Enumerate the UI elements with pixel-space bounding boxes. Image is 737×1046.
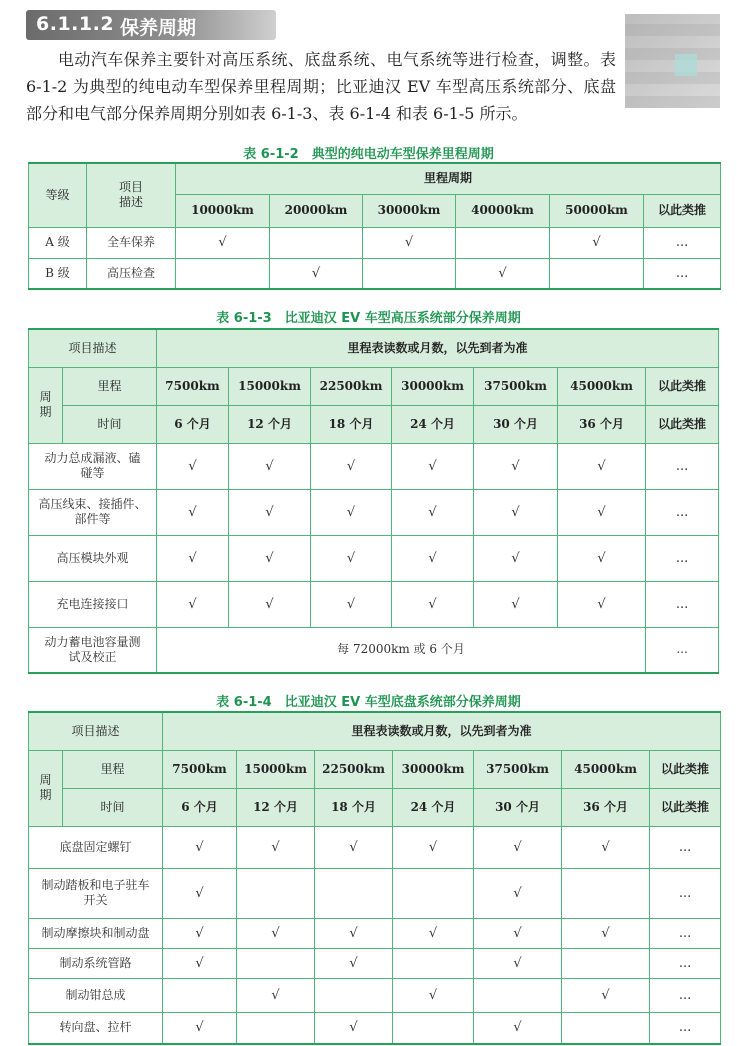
t1-cell: ... [644,227,721,258]
t2-cell: √ [558,581,646,627]
t1-cell: √ [363,227,456,258]
t3-table-row [29,918,721,948]
t1-table-row [29,227,721,258]
t2-cell: √ [157,443,229,489]
t2-header-mileage: 里程 [63,367,157,405]
t2-time-header: 12 个月 [229,405,311,443]
t3-header-time: 时间 [63,788,163,826]
t2-table-row [29,581,719,627]
t1-col-header: 30000km [363,194,456,227]
t2-cell: √ [558,443,646,489]
t2-cell: √ [311,535,392,581]
t2-cell: √ [474,489,558,535]
t1-cell [270,227,363,258]
t1-cell: √ [456,258,550,289]
t3-cell: ... [650,948,721,978]
t2-cell: √ [229,489,311,535]
t3-table-row [29,868,721,918]
t2-cell: √ [474,581,558,627]
t3-cell: √ [562,826,650,868]
t2-table-row [29,535,719,581]
t3-header-period: 周 期 [29,750,63,826]
t3-cell [393,868,474,918]
t3-mileage-header: 22500km [315,750,393,788]
t2-last-row-end: ... [646,627,719,673]
t2-time-header: 24 个月 [392,405,474,443]
t2-cell: √ [157,581,229,627]
t3-cell: √ [315,948,393,978]
t2-last-row-name: 动力蓄电池容量测 试及校正 [29,627,157,673]
t2-cell: ... [646,535,719,581]
t1-col-header: 10000km [176,194,270,227]
t3-cell [163,978,237,1012]
t2-header-period: 周 期 [29,367,63,443]
t3-cell [474,978,562,1012]
t1-cell: √ [176,227,270,258]
t2-cell: √ [392,535,474,581]
t2-time-header: 以此类推 [646,405,719,443]
t1-header-cycle: 里程周期 [176,163,721,194]
t1-row-level: A 级 [29,227,87,258]
t3-cell: √ [474,918,562,948]
t2-row-name: 动力总成漏液、磕 碰等 [29,443,157,489]
t2-cell: √ [474,443,558,489]
t3-time-header: 36 个月 [562,788,650,826]
t2-mileage-header: 37500km [474,367,558,405]
t2-time-header: 18 个月 [311,405,392,443]
t2-cell: √ [229,443,311,489]
table2-caption: 表 6-1-3 比亚迪汉 EV 车型高压系统部分保养周期 [216,311,521,326]
t2-time-header: 6 个月 [157,405,229,443]
t2-mileage-header: 22500km [311,367,392,405]
t3-cell: √ [315,826,393,868]
t3-cell: √ [393,978,474,1012]
t3-cell [315,978,393,1012]
t2-cell: √ [558,489,646,535]
t3-mileage-header: 30000km [393,750,474,788]
t2-cell: √ [311,443,392,489]
t3-cell [562,868,650,918]
t3-cell: √ [474,1012,562,1044]
t3-row-name: 制动摩擦块和制动盘 [29,918,163,948]
t1-cell [550,258,644,289]
t3-time-header: 以此类推 [650,788,721,826]
t3-header-mileage: 里程 [63,750,163,788]
t2-last-row-span: 每 72000km 或 6 个月 [157,627,646,673]
t2-mileage-header: 15000km [229,367,311,405]
t2-time-header: 36 个月 [558,405,646,443]
t2-header-item: 项目描述 [29,329,157,367]
t3-time-header: 18 个月 [315,788,393,826]
t3-mileage-header: 15000km [237,750,315,788]
t3-cell [562,948,650,978]
t1-cell: √ [550,227,644,258]
t1-cell: √ [270,258,363,289]
t2-cell: √ [392,489,474,535]
table3-caption: 表 6-1-4 比亚迪汉 EV 车型底盘系统部分保养周期 [216,695,521,710]
t3-cell: √ [163,918,237,948]
t3-cell: ... [650,868,721,918]
t3-cell: √ [315,918,393,948]
t1-col-header: 以此类推 [644,194,721,227]
t2-cell: √ [229,535,311,581]
t1-row-level: B 级 [29,258,87,289]
t3-mileage-header: 45000km [562,750,650,788]
t3-cell: ... [650,826,721,868]
t3-cell: ... [650,1012,721,1044]
t2-header-time: 时间 [63,405,157,443]
table-6-1-4 [28,711,721,1045]
t3-cell: ... [650,918,721,948]
t3-mileage-header: 37500km [474,750,562,788]
t2-row-name: 高压模块外观 [29,535,157,581]
t3-table-row [29,1012,721,1044]
t2-cell: √ [474,535,558,581]
t1-header-level: 等级 [29,163,87,227]
t3-row-name: 制动系统管路 [29,948,163,978]
table1-caption: 表 6-1-2 典型的纯电动车型保养里程周期 [243,147,494,162]
t2-header-span: 里程表读数或月数，以先到者为准 [157,329,719,367]
t3-header-item: 项目描述 [29,712,163,750]
section-heading [26,10,276,40]
t3-cell: √ [474,948,562,978]
t3-cell [393,948,474,978]
t3-header-span: 里程表读数或月数，以先到者为准 [163,712,721,750]
t2-table-row [29,443,719,489]
section-number: 6.1.1.2 [36,13,115,35]
t3-mileage-header: 以此类推 [650,750,721,788]
t3-row-name: 制动踏板和电子驻车 开关 [29,868,163,918]
t3-cell [237,1012,315,1044]
t3-cell: √ [237,826,315,868]
t3-cell: √ [163,1012,237,1044]
t3-cell: √ [562,978,650,1012]
t2-row-name: 高压线束、接插件、 部件等 [29,489,157,535]
blurred-qr-image [625,14,720,108]
t2-table-row [29,489,719,535]
t3-cell [237,948,315,978]
t1-header-desc: 项目 描述 [87,163,176,227]
t1-row-desc: 全车保养 [87,227,176,258]
t3-cell [562,1012,650,1044]
t3-time-header: 24 个月 [393,788,474,826]
t1-col-header: 50000km [550,194,644,227]
t3-cell: √ [237,978,315,1012]
t3-cell: √ [163,826,237,868]
section-title: 保养周期 [120,17,197,39]
intro-paragraph: 电动汽车保养主要针对高压系统、底盘系统、电气系统等进行检查，调整。表 6-1-2 为典型的纯电动车型保养里程周期；比亚迪汉 EV 车型高压系统部分、底盘部分和电气部分保养周期分别如表 6-1-3、表 6-1-4 和表 6-1-5 所示。 [26,50,616,123]
t3-time-header: 12 个月 [237,788,315,826]
t2-row-name: 充电连接接口 [29,581,157,627]
t3-cell: √ [474,868,562,918]
t2-cell: √ [558,535,646,581]
t1-cell [456,227,550,258]
t2-mileage-header: 以此类推 [646,367,719,405]
t2-mileage-header: 7500km [157,367,229,405]
t3-cell: √ [163,948,237,978]
t1-cell [363,258,456,289]
t2-cell: √ [157,535,229,581]
t3-cell: √ [393,918,474,948]
t3-cell: √ [562,918,650,948]
t3-table-row [29,978,721,1012]
t2-time-header: 30 个月 [474,405,558,443]
t2-cell: ... [646,581,719,627]
t3-row-name: 制动钳总成 [29,978,163,1012]
t1-col-header: 20000km [270,194,363,227]
t2-cell: √ [229,581,311,627]
t3-cell: √ [474,826,562,868]
t1-cell [176,258,270,289]
t1-cell: ... [644,258,721,289]
t2-cell: √ [392,581,474,627]
t3-row-name: 转向盘、拉杆 [29,1012,163,1044]
t3-cell: √ [315,1012,393,1044]
t3-cell: √ [163,868,237,918]
t2-cell: √ [392,443,474,489]
table-6-1-2 [28,162,721,290]
t2-mileage-header: 45000km [558,367,646,405]
t2-cell: ... [646,443,719,489]
t3-cell [393,1012,474,1044]
table-6-1-3 [28,328,719,674]
t2-cell: √ [311,581,392,627]
t3-cell: √ [237,918,315,948]
t3-time-header: 30 个月 [474,788,562,826]
t3-table-row [29,826,721,868]
t2-cell: √ [311,489,392,535]
t3-cell: √ [393,826,474,868]
t3-cell: ... [650,978,721,1012]
t1-row-desc: 高压检查 [87,258,176,289]
t2-mileage-header: 30000km [392,367,474,405]
t3-time-header: 6 个月 [163,788,237,826]
t3-mileage-header: 7500km [163,750,237,788]
t2-cell: ... [646,489,719,535]
t3-cell [315,868,393,918]
t3-cell [237,868,315,918]
t3-table-row [29,948,721,978]
t3-row-name: 底盘固定螺钉 [29,826,163,868]
t2-cell: √ [157,489,229,535]
t1-col-header: 40000km [456,194,550,227]
t1-table-row [29,258,721,289]
